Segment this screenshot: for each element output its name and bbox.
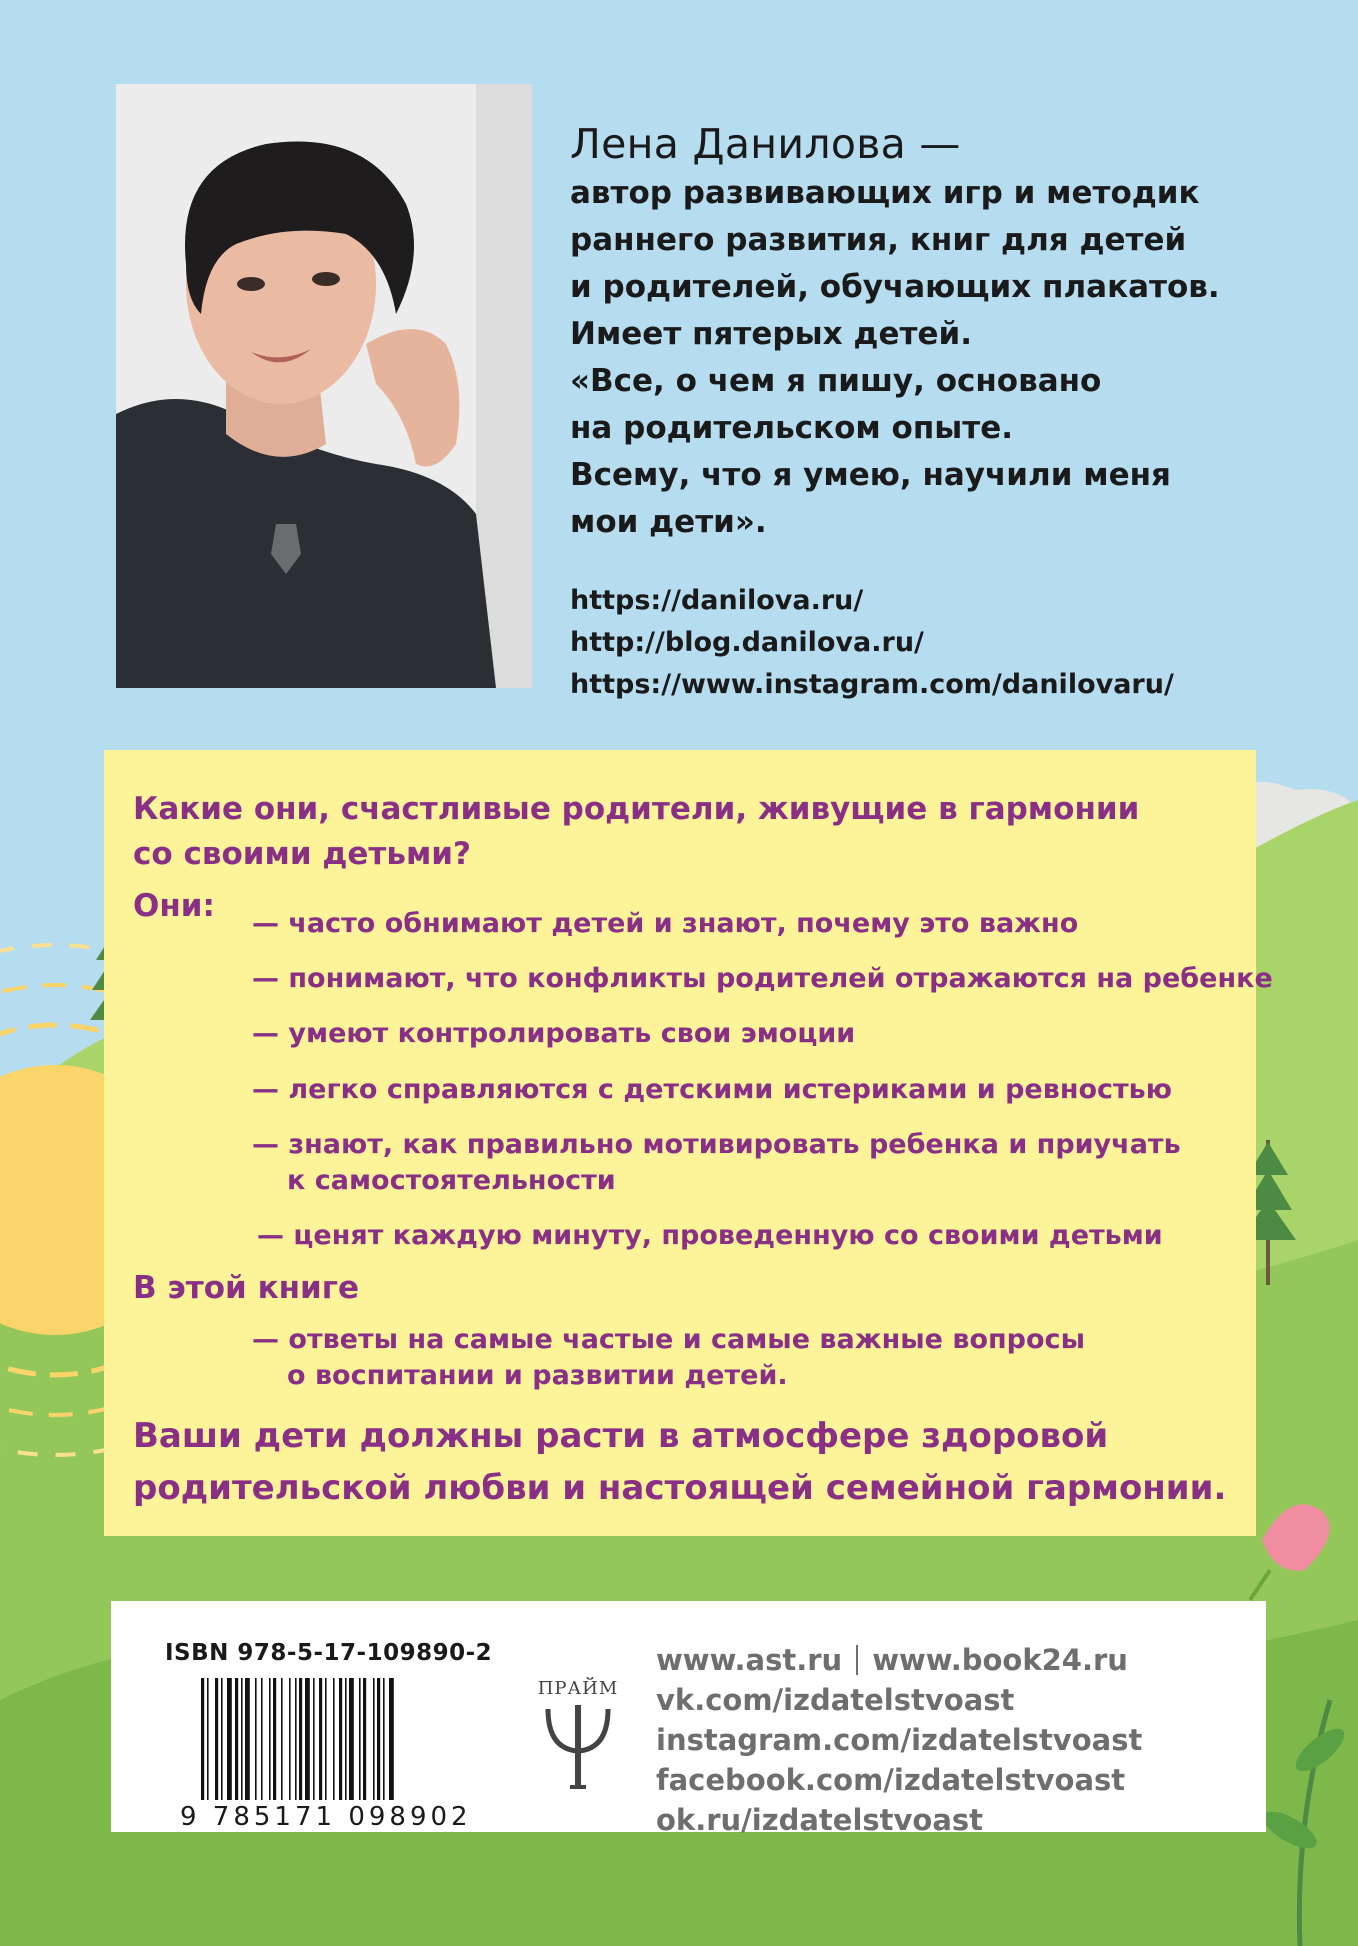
barcode-bar	[241, 1678, 243, 1800]
panel-question	[133, 787, 1139, 877]
ast-link[interactable]: www.ast.ru	[656, 1643, 843, 1677]
barcode-bar	[305, 1678, 310, 1800]
book-item-continuation: о воспитании и развитии детей.	[287, 1360, 788, 1391]
publisher-logo-label: ПРАЙМ	[537, 1678, 619, 1699]
barcode-bar	[227, 1678, 232, 1800]
author-links	[570, 580, 1174, 706]
barcode-bar	[363, 1678, 366, 1800]
bio-line: и родителей, обучающих плакатов.	[570, 269, 1220, 305]
barcode-bar	[333, 1678, 335, 1800]
barcode-bar	[313, 1678, 315, 1800]
barcode-bar	[289, 1678, 291, 1800]
publisher-sites	[656, 1640, 1142, 1840]
instagram-publisher-link[interactable]: instagram.com/izdatelstvoast	[656, 1723, 1143, 1757]
barcode-bar	[245, 1678, 250, 1800]
bio-line: автор развивающих игр и методик	[570, 175, 1200, 211]
question-line: Какие они, счастливые родители, живущие в гармонии	[133, 791, 1140, 827]
book-item: — ответы на самые частые и самые важные вопросы	[252, 1324, 1085, 1355]
list-item: — понимают, что конфликты родителей отражаются на ребенке	[252, 963, 1273, 994]
list-item: — знают, как правильно мотивировать ребенка и приучать	[252, 1129, 1181, 1160]
barcode-bar	[207, 1678, 209, 1800]
website-link[interactable]: https://danilova.ru/	[570, 585, 864, 616]
author-name: Лена Данилова —	[570, 120, 961, 168]
barcode-bar	[325, 1678, 327, 1800]
closing-statement	[133, 1410, 1226, 1514]
barcode-bar	[389, 1678, 394, 1800]
barcode-bar	[377, 1678, 380, 1800]
barcode-bar	[383, 1678, 385, 1800]
list-item: — легко справляются с детскими истериками и ревностью	[252, 1074, 1173, 1105]
barcode-bar	[349, 1678, 354, 1800]
list-item: — часто обнимают детей и знают, почему это важно	[252, 908, 1079, 939]
facebook-link[interactable]: facebook.com/izdatelstvoast	[656, 1763, 1126, 1797]
they-label: Они:	[133, 888, 215, 924]
publisher-logo	[528, 1678, 628, 1793]
book-label: В этой книге	[133, 1270, 359, 1306]
bio-line: мои дети».	[570, 504, 767, 540]
author-bio	[570, 118, 1340, 546]
vk-link[interactable]: vk.com/izdatelstvoast	[656, 1683, 1015, 1717]
closing-line: Ваши дети должны расти в атмосфере здоровой	[133, 1416, 1109, 1456]
isbn: ISBN 978-5-17-109890-2	[165, 1640, 493, 1666]
barcode-bar	[273, 1678, 276, 1800]
question-line: со своими детьми?	[133, 836, 472, 872]
instagram-link[interactable]: https://www.instagram.com/danilovaru/	[570, 669, 1174, 700]
list-item: — ценят каждую минуту, проведенную со своими детьми	[257, 1220, 1163, 1251]
barcode	[201, 1678, 441, 1800]
site-row	[656, 1640, 1142, 1680]
author-photo	[116, 84, 532, 688]
barcode-bar	[339, 1678, 342, 1800]
barcode-bar	[215, 1678, 218, 1800]
bio-line: «Все, о чем я пишу, основано	[570, 363, 1102, 399]
barcode-bar	[373, 1678, 375, 1800]
barcode-bar	[235, 1678, 238, 1800]
barcode-bar	[345, 1678, 347, 1800]
barcode-bar	[359, 1678, 361, 1800]
closing-line: родительской любви и настоящей семейной гармонии.	[133, 1468, 1227, 1508]
psi-icon	[528, 1699, 628, 1789]
bio-line: Имеет пятерых детей.	[570, 316, 972, 352]
bio-line: раннего развития, книг для детей	[570, 222, 1187, 258]
barcode-bar	[269, 1678, 271, 1800]
bio-line: Всему, что я умею, научили меня	[570, 457, 1171, 493]
barcode-bar	[255, 1678, 257, 1800]
barcode-bar	[281, 1678, 283, 1800]
barcode-bar	[261, 1678, 263, 1800]
divider	[856, 1645, 858, 1675]
barcode-bar	[299, 1678, 302, 1800]
book24-link[interactable]: www.book24.ru	[872, 1643, 1128, 1677]
bio-line: на родительском опыте.	[570, 410, 1014, 446]
barcode-bar	[319, 1678, 322, 1800]
list-item-continuation: к самостоятельности	[287, 1165, 616, 1196]
blog-link[interactable]: http://blog.danilova.ru/	[570, 627, 924, 658]
ok-link[interactable]: ok.ru/izdatelstvoast	[656, 1803, 984, 1837]
barcode-bar	[295, 1678, 297, 1800]
barcode-digits: 9 785171 098902	[180, 1802, 472, 1832]
list-item: — умеют контролировать свои эмоции	[252, 1018, 856, 1049]
barcode-bar	[201, 1678, 204, 1800]
barcode-bar	[221, 1678, 223, 1800]
